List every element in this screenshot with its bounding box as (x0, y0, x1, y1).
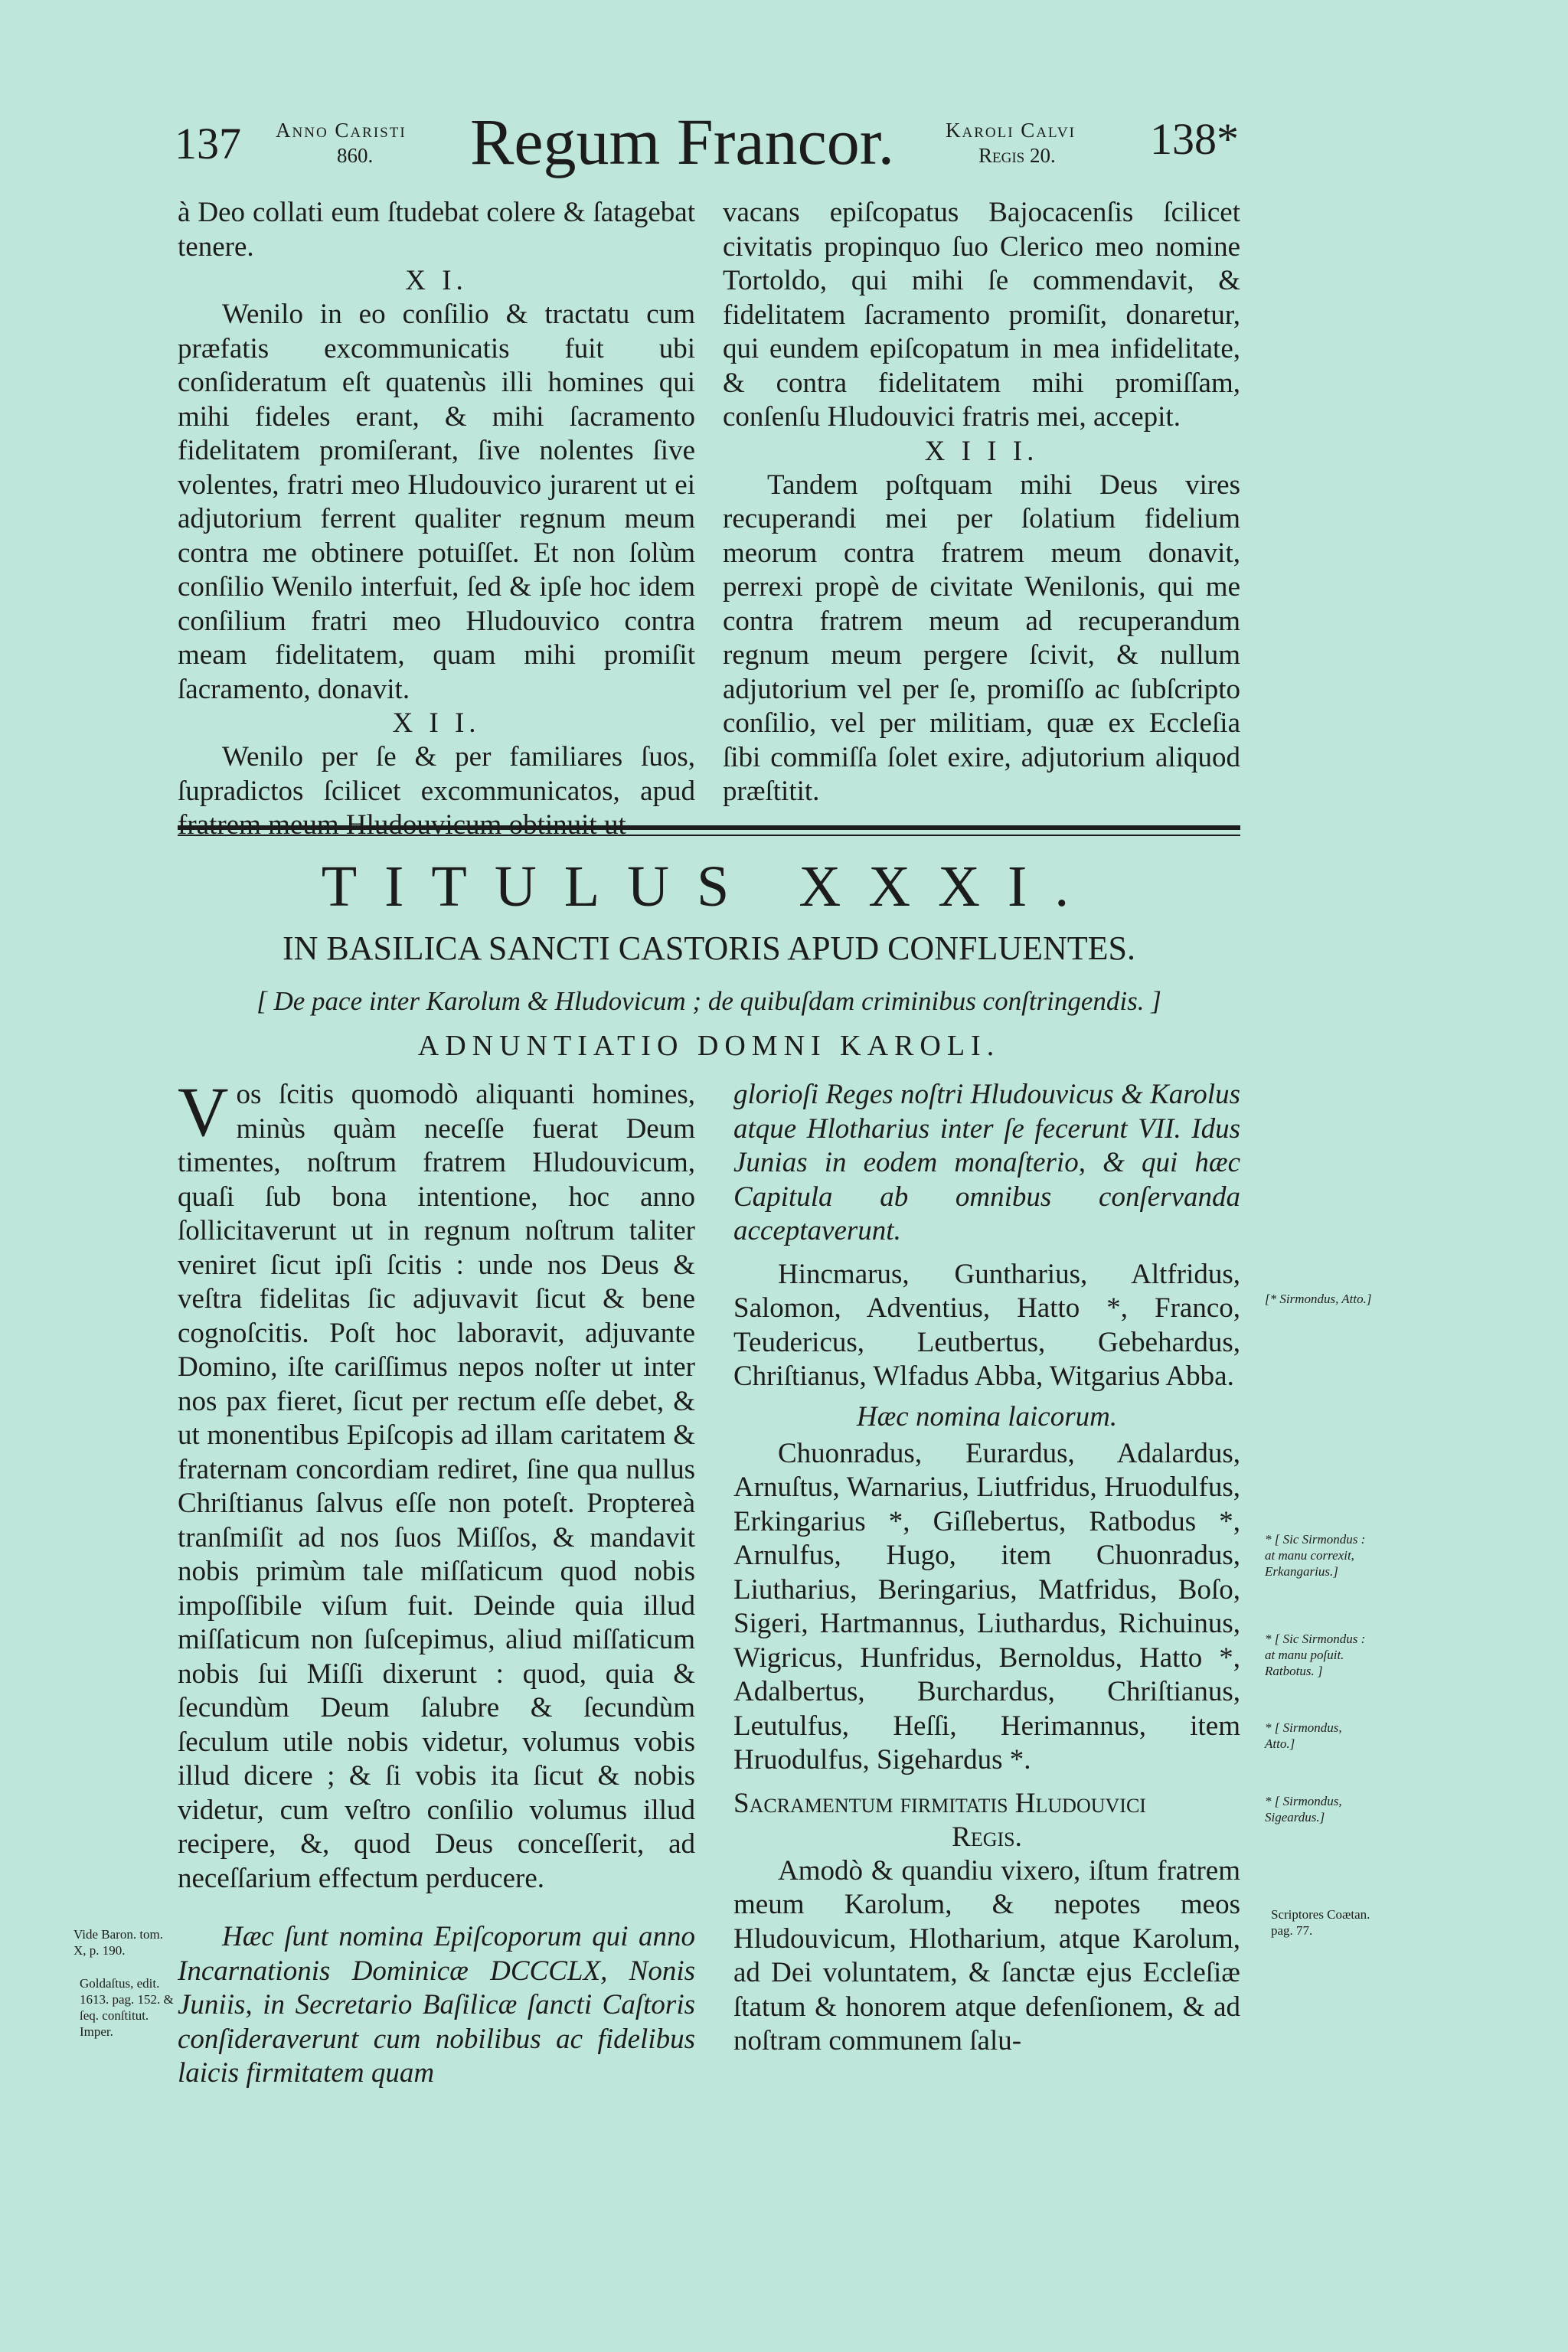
era-right-line-2: Regis 20. (978, 144, 1056, 167)
page-number-left: 137 (175, 119, 241, 168)
lower-right-column (733, 1078, 1240, 2059)
bishops-list: Hincmarus, Guntharius, Altfridus, Salomon, Adventius, Hatto *, Franco, Teudericus, Leutbertus, Gebehardus, Chriſtianus, Wlfadus Abba, Witgarius Abba. (733, 1258, 1240, 1392)
margin-note-scriptores: Scriptores Coætan. pag. 77. (1271, 1907, 1370, 1938)
era-left-line-2: 860. (337, 144, 374, 167)
paragraph-xii: Wenilo per ſe & per familiares ſuos, ſupradictos ſcilicet excommunicatos, apud (178, 741, 695, 807)
titulus-subtitle: IN BASILICA SANCTI CASTORIS APUD CONFLUENTES. (283, 929, 1135, 967)
section-heading-xiii: X I I I. (924, 435, 1039, 467)
paragraph-xiii: Tandem poſtquam mihi Deus vires recuperandi mei per ſolatium fidelium meorum contra fratrem meum donavit, perrexi propè de civitate Wenilonis, qui me contra fratrem meum ad recuperandum regnum meum pergere ſcivit, & nullum adjutorium vel per ſe, promiſſo ac ſubſcripto conſilio, vel per militiam, quæ ex Eccleſia ſibi commiſſa ſolet exire, adjutorium aliquod præſtitit. (723, 469, 1240, 807)
margin-note-goldastus: Goldaſtus, edit. 1613. pag. 152. & ſeq. conſtitut. Imper. (80, 1976, 174, 2039)
drop-cap: V (178, 1073, 229, 1151)
bishops-intro: Hæc ſunt nomina Epiſcoporum qui anno Incarnationis Dominicæ DCCCLX, Nonis Juniis, in Secretario Baſilicæ ſancti Caſtoris conſideraverunt cum nobilibus ac fidelibus laicis firmitatem quam (178, 1921, 695, 2089)
margin-note-erkingarius: * [ Sic Sirmondus : at manu correxit, Erkangarius.] (1265, 1532, 1366, 1579)
adnuntiatio-heading: ADNUNTIATIO DOMNI KAROLI. (417, 1030, 1001, 1062)
era-right-line-1: Karoli Calvi (946, 119, 1076, 142)
bishops-intro-continuation: glorioſi Reges noſtri Hludouvicus & Karolus atque Hlotharius inter ſe fecerunt VII. Idus Junias in eodem monaſterio, & qui hæc Capitula ab omnibus conſervanda acceptaverunt. (733, 1079, 1240, 1246)
margin-note-sigeardus: * [ Sirmondus, Sigeardus.] (1265, 1794, 1342, 1824)
adnuntiatio-text (178, 1073, 695, 1896)
running-title: Regum Francor. (470, 105, 895, 178)
margin-note-baronius: Vide Baron. tom. X, p. 190. (74, 1927, 164, 1958)
margin-note-atto-2: * [ Sirmondus, Atto.] (1265, 1720, 1342, 1751)
sacramentum-heading-line-1: Sacramentum firmitatis Hludouvici (733, 1787, 1146, 1819)
sacramentum-heading-line-2: Regis. (952, 1821, 1022, 1853)
margin-note-ratbotus: * [ Sic Sirmondus : at manu poſuit. Ratbotus. ] (1265, 1632, 1366, 1678)
paragraph-xi: Wenilo in eo conſilio & tractatu cum præfatis excommunicatis fuit ubi conſideratum eſt quatenùs illi homines qui mihi fideles erant, & mihi ſacramento fidelitatem promiſerant, ſive nolentes ſive volentes, fratri meo Hludouvico jurarent ut ei adjutorium ferrent qualiter regnum meum contra me obtinere potuiſſet. Et non ſolùm conſilio Wenilo interfuit, ſed & ipſe hoc idem conſilium fratri meo Hludouvico contra meam fidelitatem, quam mihi promiſit ſacramento, donavit. (178, 299, 695, 705)
paragraph-continuation: à Deo collati eum ſtudebat colere & ſatagebat tenere. (178, 197, 695, 263)
section-heading-xii: X I I. (392, 707, 481, 739)
era-left-line-1: Anno Caristi (276, 119, 407, 142)
page-number-right: 138* (1150, 114, 1239, 164)
lower-left-column (178, 1073, 695, 2091)
upper-right-column (723, 196, 1240, 809)
titulus-summary: [ De pace inter Karolum & Hludovicum ; de quibuſdam criminibus conſtringendis. ] (256, 986, 1161, 1016)
laici-list: Chuonradus, Eurardus, Adalardus, Arnuſtus, Warnarius, Liutfridus, Hruodulfus, Erkingarius *, Giſlebertus, Ratbodus *, Arnulfus, Hugo, item Chuonradus, Liutharius, Beringarius, Matfridus, Boſo, Sigeri, Hartmannus, Liuthardus, Richuinus, Wigricus, Hunfridus, Bernoldus, Hatto *, Adalbertus, Burchardus, Chriſtianus, Leutulfus, Heſſi, Herimannus, item Hruodulfus, Sigehardus *. (733, 1437, 1240, 1775)
upper-left-column (178, 196, 695, 843)
section-divider-thin (178, 835, 1240, 836)
adnuntiatio-body: os ſcitis quomodò aliquanti homines, minùs quàm neceſſe fuerat Deum timentes, noſtrum fratrem Hludouvicum, quaſi ſub bona intentione, hoc anno ſollicitaverunt ut in regnum noſtrum taliter veniret ſicut ipſi ſcitis : unde nos Deus & veſtra fidelitas ſic adjuvavit ſicut & bene cognoſcitis. Poſt hoc laboravit, adjuvante Domino, iſte cariſſimus nepos noſter ut inter nos pax fieret, ſicut per rectum eſſe debet, & ut monentibus Epiſcopis ad illam caritatem & fraternam concordiam rediret, ſine qua nullus Chriſtianus ſalvus eſſe non poteſt. Proptereà tranſmiſit ad nos ſuos Miſſos, & mandavit nobis primùm tale miſſaticum quod nobis impoſſibile viſum fuit. Deinde quia illud miſſaticum non ſuſcepimus, aliud miſſaticum nobis ſui Miſſi dixerunt : quod, quia & ſecundùm Deum ſalubre & ſecundùm ſeculum utile nobis videtur, volumus vobis illud dicere ; & ſi vobis ita ſicut & nobis videtur, cum veſtro conſilio volumus illud recipere, &, quod Deus conceſſerit, ad neceſſarium effectum perducere. (178, 1079, 695, 1894)
titulus-title: TITULUS XXXI. (321, 854, 1097, 919)
paragraph-continuation: vacans epiſcopatus Bajocacenſis ſcilicet civitatis propinquo ſuo Clerico meo nomine Tortoldo, qui mihi ſe commendavit, & fidelitatem ſacramento promiſit, donaretur, qui eundem epiſcopatum in mea infidelitate, & contra fidelitatem mihi promiſſam, conſenſu Hludouvici fratris mei, accepit. (723, 197, 1240, 433)
laici-heading: Hæc nomina laicorum. (856, 1400, 1118, 1432)
margin-note-atto: [* Sirmondus, Atto.] (1265, 1292, 1372, 1306)
section-divider-thick (178, 825, 1240, 830)
section-heading-xi: X I. (405, 265, 468, 296)
sacramentum-text: Amodò & quandiu vixero, iſtum fratrem meum Karolum, & nepotes meos Hludouvicum, Hlotharium, atque Karolum, ad Dei voluntatem, & ſanctæ ejus Eccleſiæ ſtatum & honorem atque defenſionem, & ad noſtram communem ſalu- (733, 1854, 1240, 2056)
